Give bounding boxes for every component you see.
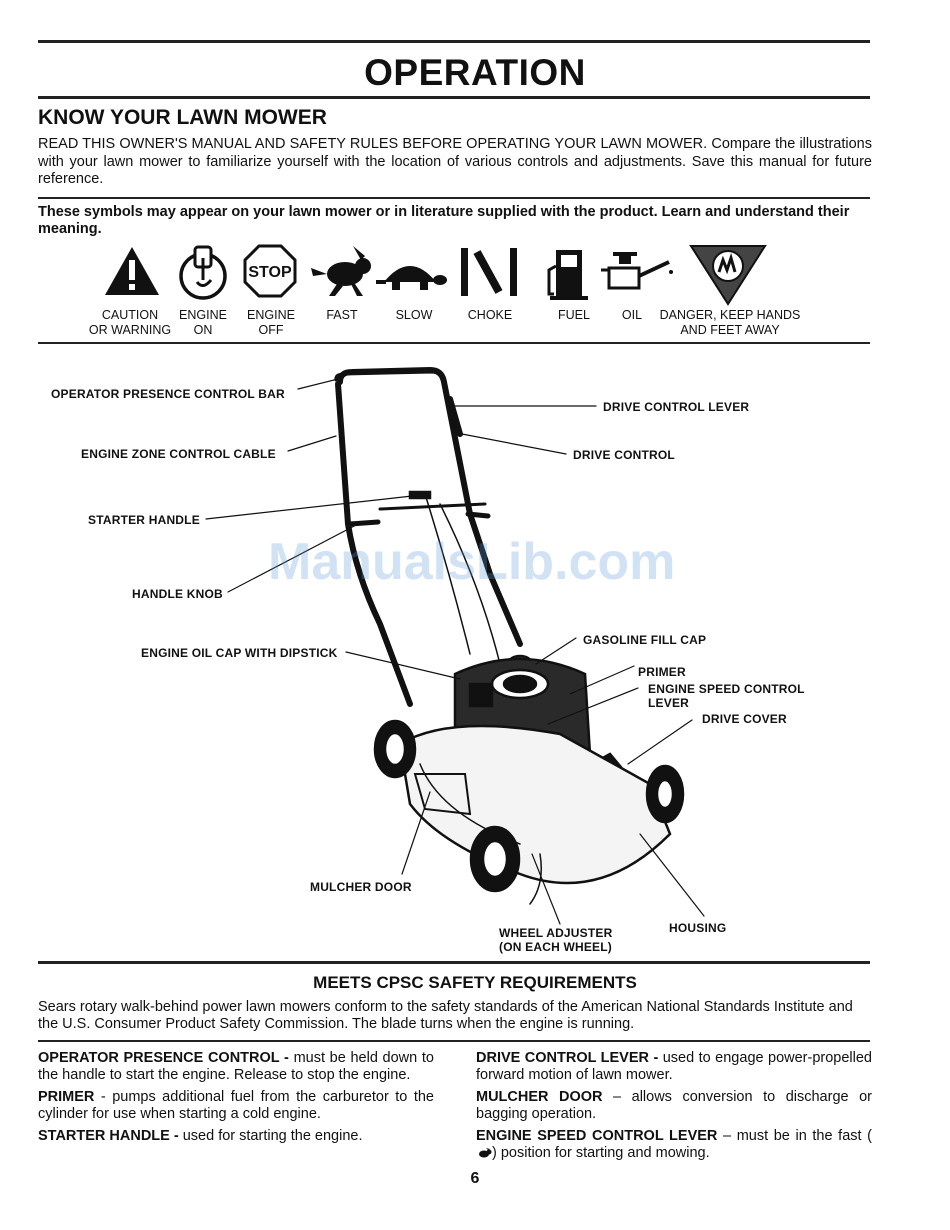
page-number: 6 bbox=[470, 1170, 480, 1187]
callout-oil-cap: ENGINE OIL CAP WITH DIPSTICK bbox=[141, 646, 338, 660]
definitions-left-column bbox=[38, 1050, 434, 1150]
section-heading: KNOW YOUR LAWN MOWER bbox=[38, 106, 327, 129]
definition-item: DRIVE CONTROL LEVER - used to engage power-propelled forward motion of lawn mower. bbox=[476, 1050, 872, 1083]
symbol-label: CHOKE bbox=[467, 308, 513, 322]
fuel-icon bbox=[542, 244, 598, 302]
callout-drive-control: DRIVE CONTROL bbox=[573, 448, 675, 462]
diagram-rule bbox=[38, 961, 870, 964]
symbol-label: DANGER, KEEP HANDS AND FEET AWAY bbox=[659, 308, 801, 337]
title-rule bbox=[38, 96, 870, 99]
cpsc-paragraph: Sears rotary walk-behind power lawn mowers conform to the safety standards of the American National Standards Institute and the U.S. Consumer Product Safety Commission. The blade turns when the engine is running. bbox=[38, 999, 853, 1032]
stop-sign-text: STOP bbox=[248, 264, 292, 281]
callout-mulcher-door: MULCHER DOOR bbox=[310, 880, 412, 894]
cpsc-rule bbox=[38, 1040, 870, 1042]
callout-drive-lever: DRIVE CONTROL LEVER bbox=[603, 400, 750, 414]
definition-item: MULCHER DOOR – allows conversion to discharge or bagging operation. bbox=[476, 1089, 872, 1122]
caution-warning-icon bbox=[102, 244, 162, 298]
definitions-right-column bbox=[476, 1050, 872, 1167]
symbol-label: FUEL bbox=[558, 308, 590, 322]
symbol-label: ENGINE ON bbox=[179, 308, 227, 337]
callout-gas-cap: GASOLINE FILL CAP bbox=[583, 633, 707, 647]
slow-turtle-icon bbox=[374, 244, 448, 298]
top-rule bbox=[38, 40, 870, 43]
engine-on-icon bbox=[176, 244, 230, 302]
symbol-label: ENGINE OFF bbox=[247, 308, 295, 337]
fast-rabbit-icon bbox=[306, 244, 380, 298]
symbol-label: CAUTION OR WARNING bbox=[88, 308, 172, 337]
symbol-label: FAST bbox=[326, 308, 358, 322]
oil-can-icon bbox=[598, 244, 676, 298]
watermark: ManualsLib.com bbox=[268, 533, 676, 591]
callout-drive-cover: DRIVE COVER bbox=[702, 712, 787, 726]
definition-item: STARTER HANDLE - used for starting the engine. bbox=[38, 1128, 363, 1144]
definition-item: OPERATOR PRESENCE CONTROL - must be held down to the handle to start the engine. Release to stop the engine. bbox=[38, 1050, 434, 1083]
symbol-label: OIL bbox=[621, 308, 643, 322]
callout-operator-bar: OPERATOR PRESENCE CONTROL BAR bbox=[51, 387, 285, 401]
callout-engine-zone-cable: ENGINE ZONE CONTROL CABLE bbox=[81, 447, 276, 461]
cpsc-heading: MEETS CPSC SAFETY REQUIREMENTS bbox=[313, 973, 637, 992]
choke-icon bbox=[456, 244, 522, 300]
fast-rabbit-icon bbox=[476, 1148, 492, 1159]
callout-handle-knob: HANDLE KNOB bbox=[132, 587, 223, 601]
definition-item: ENGINE SPEED CONTROL LEVER – must be in the fast () position for starting and mowing. bbox=[476, 1128, 872, 1161]
engine-off-stop-icon bbox=[242, 244, 298, 298]
symbol-label: SLOW bbox=[395, 308, 433, 322]
intro-rule bbox=[38, 197, 870, 199]
callout-starter-handle: STARTER HANDLE bbox=[88, 513, 200, 527]
callout-speed-control: ENGINE SPEED CONTROL LEVER bbox=[648, 682, 805, 710]
definition-item: PRIMER - pumps additional fuel from the carburetor to the cylinder for use when starting a cold engine. bbox=[38, 1089, 434, 1122]
callout-wheel-adjuster: WHEEL ADJUSTER (ON EACH WHEEL) bbox=[499, 926, 613, 954]
callout-housing: HOUSING bbox=[669, 921, 727, 935]
callout-primer: PRIMER bbox=[638, 665, 686, 679]
intro-paragraph: READ THIS OWNER'S MANUAL AND SAFETY RULES BEFORE OPERATING YOUR LAWN MOWER. Compare the illustrations with your lawn mower to familiarize yourself with the location of various controls and adjustments. Save this manual for future reference. bbox=[38, 136, 872, 187]
danger-hands-feet-icon bbox=[688, 244, 768, 306]
page-title: OPERATION bbox=[364, 52, 586, 93]
symbols-intro: These symbols may appear on your lawn mower or in literature supplied with the product. Learn and understand their meaning. bbox=[38, 204, 850, 237]
